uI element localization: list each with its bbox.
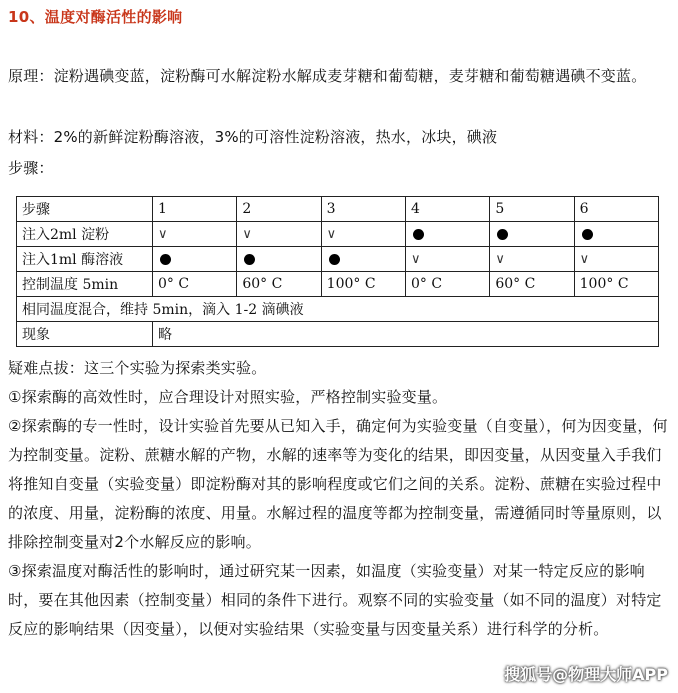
table-row-starch: [17, 222, 659, 247]
table-header-cell: 3: [321, 197, 405, 222]
filled-dot-icon: [413, 229, 424, 240]
point-2: ②探索酶的专一性时，设计实验首先要从已知入手，确定何为实验变量（自变量），何为因变量，何为控制变量。淀粉、蔗糖水解的产物，水解的速率等为变化的结果，即因变量，从因变量入手我们将推知自变量（实验变量）即淀粉酶对其的影响程度或它们之间的关系。淀粉、蔗糖在实验过程中的浓度、用量，淀粉酶的浓度、用量。水解过程的温度等都为控制变量，需遵循同时等量原则，以排除控制变量对2个水解反应的影响。: [8, 417, 668, 551]
check-mark-icon: ∨: [326, 227, 337, 242]
mark-cell: [490, 222, 574, 247]
table-row-enzyme: [17, 247, 659, 272]
result-cell: 略: [153, 322, 659, 347]
point-1: ①探索酶的高效性时，应合理设计对照实验，严格控制实验变量。: [8, 388, 448, 406]
difficulty-note: 疑难点拔：这三个实验为探索类实验。: [8, 359, 267, 377]
temperature-cell: 0° C: [153, 272, 237, 297]
section-title: 10、温度对酶活性的影响: [8, 8, 183, 26]
table-header-cell: 5: [490, 197, 574, 222]
temperature-cell: 60° C: [490, 272, 574, 297]
mark-cell: [574, 247, 658, 272]
temperature-cell: 60° C: [237, 272, 321, 297]
table-row-mix: [17, 297, 659, 322]
table-header-cell: 步骤: [17, 197, 153, 222]
check-mark-icon: ∨: [495, 252, 505, 267]
mark-cell: [237, 222, 321, 247]
principle-paragraph: 原理：淀粉遇碘变蓝，淀粉酶可水解淀粉水解成麦芽糖和葡萄糖，麦芽糖和葡萄糖遇碘不变蓝。: [8, 67, 647, 85]
row-label: 现象: [17, 322, 153, 347]
temperature-cell: 100° C: [321, 272, 405, 297]
temperature-cell: 100° C: [574, 272, 658, 297]
mark-cell: [405, 222, 489, 247]
mark-cell: [574, 222, 658, 247]
row-label: 控制温度 5min: [17, 272, 153, 297]
point-3: ③探索温度对酶活性的影响时，通过研究某一因素，如温度（实验变量）对某一特定反应的影响时，要在其他因素（控制变量）相同的条件下进行。观察不同的实验变量（如不同的温度）对特定反应的影响结果（因变量），以便对实验结果（实验变量与因变量关系）进行科学的分析。: [8, 562, 662, 638]
table-row-result: [17, 322, 659, 347]
temperature-cell: 0° C: [405, 272, 489, 297]
mark-cell: [490, 247, 574, 272]
check-mark-icon: ∨: [579, 252, 590, 267]
table-header-row: [17, 197, 659, 222]
experiment-steps-table: [16, 196, 659, 347]
steps-label: 步骤：: [8, 159, 54, 177]
row-label: 注入1ml 酶溶液: [17, 247, 153, 272]
mark-cell: [153, 222, 237, 247]
row-label: 注入2ml 淀粉: [17, 222, 153, 247]
table-header-cell: 6: [574, 197, 658, 222]
mark-cell: [237, 247, 321, 272]
table-header-cell: 1: [153, 197, 237, 222]
filled-dot-icon: [329, 254, 340, 265]
mix-instruction-cell: 相同温度混合，维持 5min，滴入 1-2 滴碘液: [17, 297, 659, 322]
filled-dot-icon: [160, 254, 171, 265]
table-header-cell: 4: [405, 197, 489, 222]
mark-cell: [321, 247, 405, 272]
mark-cell: [153, 247, 237, 272]
filled-dot-icon: [582, 229, 593, 240]
check-mark-icon: ∨: [242, 227, 252, 242]
mark-cell: [405, 247, 489, 272]
mark-cell: [321, 222, 405, 247]
check-mark-icon: ∨: [158, 227, 168, 242]
check-mark-icon: ∨: [410, 252, 421, 267]
table-row-temperature: [17, 272, 659, 297]
filled-dot-icon: [244, 254, 255, 265]
analysis-text: [8, 354, 668, 644]
watermark: 搜狐号@物理大师APP: [504, 665, 668, 684]
filled-dot-icon: [497, 229, 508, 240]
materials-paragraph: 材料：2%的新鲜淀粉酶溶液，3%的可溶性淀粉溶液，热水，冰块，碘液: [8, 128, 498, 146]
table-header-cell: 2: [237, 197, 321, 222]
